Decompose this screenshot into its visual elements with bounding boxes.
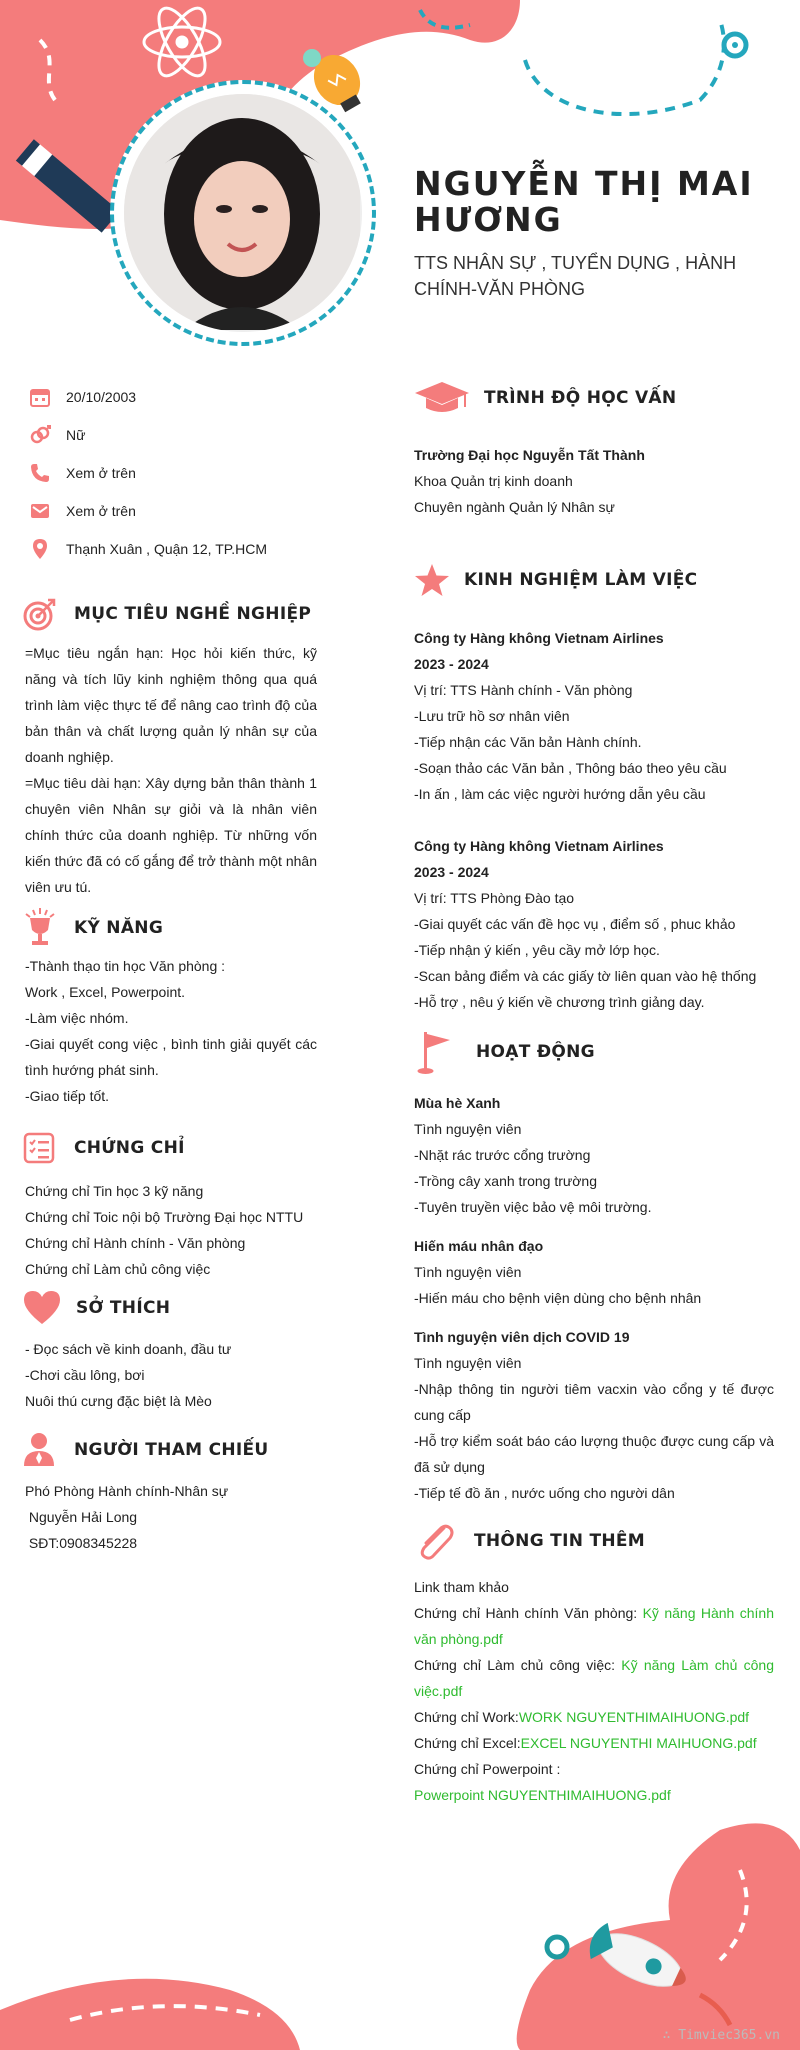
skills-list <box>25 953 317 1109</box>
hobbies-heading <box>22 1290 170 1326</box>
reference-list <box>25 1478 317 1556</box>
skill-line: -Làm việc nhóm. <box>25 1010 129 1026</box>
gender-icon <box>28 423 52 447</box>
education-major: Chuyên ngành Quản lý Nhân sự <box>414 499 615 515</box>
birthday-text: 20/10/2003 <box>66 389 137 405</box>
contact-gender <box>28 423 85 447</box>
cert-link[interactable]: Kỹ năng Hành chính văn phòng.pdf <box>414 1605 774 1647</box>
activity-1 <box>414 1090 774 1220</box>
link-label: Chứng chỉ Làm chủ công việc: <box>414 1657 622 1673</box>
phone-text: Xem ở trên <box>66 465 136 481</box>
cert-link[interactable]: EXCEL NGUYENTHI MAIHUONG.pdf <box>520 1735 757 1751</box>
email-icon <box>28 499 52 523</box>
more-info-heading <box>414 1520 645 1562</box>
more-info-body <box>414 1574 774 1808</box>
hobby-line: Nuôi thú cưng đặc biệt là Mèo <box>25 1393 212 1409</box>
hobby-line: - Đọc sách về kinh doanh, đầu tư <box>25 1341 232 1357</box>
objective-heading <box>22 596 311 632</box>
certs-title: CHỨNG CHỈ <box>74 1138 185 1158</box>
job-line: -Tiếp nhận ý kiến , yêu cầy mở lớp học. <box>414 942 660 958</box>
contact-address <box>28 537 267 561</box>
job-line: -In ấn , làm các việc người hướng dẫn yêu cầu <box>414 786 706 802</box>
person-icon <box>22 1432 56 1468</box>
trophy-icon <box>22 908 58 948</box>
activity-line: Tình nguyện viên <box>414 1264 522 1280</box>
activity-line: -Hỗ trợ kiểm soát báo cáo lượng thuộc được cung cấp và đã sử dụng <box>414 1433 774 1475</box>
reference-line: Nguyễn Hải Long <box>25 1509 138 1525</box>
activity-3 <box>414 1324 774 1506</box>
activity-line: -Nhặt rác trước cổng trường <box>414 1147 591 1163</box>
activity-name: Hiến máu nhân đạo <box>414 1238 544 1254</box>
hobbies-list <box>25 1336 317 1414</box>
contact-phone <box>28 461 136 485</box>
link-row <box>414 1704 774 1730</box>
education-heading <box>414 380 676 416</box>
profile-photo <box>124 94 362 332</box>
cert-line: Chứng chỉ Hành chính - Văn phòng <box>25 1235 246 1251</box>
watermark: ∴ Timviec365.vn <box>662 2028 780 2043</box>
more-info-title: THÔNG TIN THÊM <box>474 1531 645 1551</box>
experience-job-1 <box>414 625 774 807</box>
activity-line: -Tiếp tế đồ ăn , nước uống cho người dân <box>414 1485 675 1501</box>
hobbies-title: SỞ THÍCH <box>76 1298 171 1318</box>
cert-link[interactable]: WORK NGUYENTHIMAIHUONG.pdf <box>518 1709 750 1725</box>
experience-title: KINH NGHIỆM LÀM VIỆC <box>464 570 698 590</box>
job-line: -Lưu trữ hồ sơ nhân viên <box>414 708 570 724</box>
flag-icon <box>414 1030 454 1074</box>
activity-name: Mùa hè Xanh <box>414 1095 501 1111</box>
skills-heading <box>22 908 163 948</box>
email-text: Xem ở trên <box>66 503 136 519</box>
objective-long: =Mục tiêu dài hạn: Xây dựng bản thân thành 1 chuyên viên Nhân sự giỏi và là nhân viên chính thức của doanh nghiệp. Từ những vốn kiến thức đã có cố gắng để trở thành một nhân viên ưu tú. <box>25 775 317 895</box>
cert-link[interactable]: Kỹ năng Làm chủ công việc.pdf <box>414 1657 774 1699</box>
activity-line: Tình nguyện viên <box>414 1355 522 1371</box>
skill-line: -Giai quyết cong việc , bình tinh giải quyết các tình hướng phát sinh. <box>25 1036 317 1078</box>
candidate-name: NGUYỄN THỊ MAI HƯƠNG <box>414 164 754 239</box>
skills-title: KỸ NĂNG <box>74 918 164 938</box>
education-title: TRÌNH ĐỘ HỌC VẤN <box>484 388 677 408</box>
activity-line: -Tuyên truyền việc bảo vệ môi trường. <box>414 1199 652 1215</box>
phone-icon <box>28 461 52 485</box>
activities-title: HOẠT ĐỘNG <box>476 1042 595 1062</box>
activity-line: -Hiến máu cho bệnh viện dùng cho bệnh nhân <box>414 1290 702 1306</box>
gender-text: Nữ <box>66 427 86 443</box>
job-line: -Scan bảng điểm và các giấy tờ liên quan vào hệ thống <box>414 968 757 984</box>
contact-birthday <box>28 385 136 409</box>
activity-line: Tình nguyện viên <box>414 1121 522 1137</box>
link-label: Chứng chỉ Work: <box>414 1709 519 1725</box>
objective-title: MỤC TIÊU NGHỀ NGHIỆP <box>74 604 312 624</box>
link-row <box>414 1756 774 1782</box>
star-icon <box>414 563 450 597</box>
objective-body <box>25 640 317 900</box>
cert-line: Chứng chỉ Toic nội bộ Trường Đại học NTTU <box>25 1209 304 1225</box>
education-body <box>414 442 774 520</box>
reference-line: SĐT:0908345228 <box>25 1535 138 1551</box>
activities-heading <box>414 1030 595 1074</box>
location-pin-icon <box>28 537 52 561</box>
job-line: Vị trí: TTS Phòng Đào tạo <box>414 890 575 906</box>
target-icon <box>22 596 58 632</box>
activity-line: -Nhập thông tin người tiêm vacxin vào cổng y tế được cung cấp <box>414 1381 774 1423</box>
activity-2 <box>414 1233 774 1311</box>
calendar-icon <box>28 385 52 409</box>
job-line: -Giai quyết các vấn đề học vụ , điểm số , phuc khảo <box>414 916 736 932</box>
more-info-intro: Link tham khảo <box>414 1579 509 1595</box>
link-label: Chứng chỉ Powerpoint : <box>414 1761 561 1777</box>
checklist-icon <box>22 1131 56 1165</box>
job-period: 2023 - 2024 <box>414 864 489 880</box>
heart-icon <box>22 1290 62 1326</box>
link-label: Chứng chỉ Hành chính Văn phòng: <box>414 1605 643 1621</box>
graduation-cap-icon <box>414 380 470 416</box>
skill-line: -Thành thạo tin học Văn phòng : <box>25 958 226 974</box>
job-line: -Hỗ trợ , nêu ý kiến về chương trình giảng day. <box>414 994 705 1010</box>
candidate-title: TTS NHÂN SỰ , TUYỂN DỤNG , HÀNH CHÍNH-VĂN PHÒNG <box>414 253 737 299</box>
job-period: 2023 - 2024 <box>414 656 489 672</box>
job-line: -Tiếp nhận các Văn bản Hành chính. <box>414 734 642 750</box>
experience-heading <box>414 563 697 597</box>
link-label: Chứng chỉ Excel: <box>414 1735 521 1751</box>
skill-line: Work , Excel, Powerpoint. <box>25 984 186 1000</box>
cert-line: Chứng chỉ Tin học 3 kỹ năng <box>25 1183 204 1199</box>
job-company: Công ty Hàng không Vietnam Airlines <box>414 630 664 646</box>
address-text: Thạnh Xuân , Quận 12, TP.HCM <box>66 541 268 557</box>
profile-photo-frame <box>110 80 376 346</box>
job-line: Vị trí: TTS Hành chính - Văn phòng <box>414 682 633 698</box>
job-line: -Soạn thảo các Văn bản , Thông báo theo yêu cầu <box>414 760 727 776</box>
hobby-line: -Chơi cầu lông, bơi <box>25 1367 145 1383</box>
footer-decoration <box>0 1810 800 2050</box>
activity-name: Tình nguyện viên dịch COVID 19 <box>414 1329 630 1345</box>
objective-short: =Mục tiêu ngắn hạn: Học hỏi kiến thức, kỹ năng và tích lũy kinh nghiệm thông qua quá trình làm việc thực tế để nâng cao trình độ của bản thân và chất lượng quản lý nhân sự của doanh nghiệp. <box>25 645 317 765</box>
job-company: Công ty Hàng không Vietnam Airlines <box>414 838 664 854</box>
skill-line: -Giao tiếp tốt. <box>25 1088 110 1104</box>
certs-heading <box>22 1131 185 1165</box>
education-school: Trường Đại học Nguyễn Tất Thành <box>414 447 645 463</box>
contact-email <box>28 499 136 523</box>
reference-line: Phó Phòng Hành chính-Nhân sự <box>25 1483 229 1499</box>
certs-list <box>25 1178 317 1282</box>
reference-heading <box>22 1432 269 1468</box>
paperclip-icon <box>414 1520 456 1562</box>
reference-title: NGƯỜI THAM CHIẾU <box>74 1440 269 1460</box>
link-row <box>414 1600 774 1652</box>
activity-line: -Trồng cây xanh trong trường <box>414 1173 598 1189</box>
link-row <box>414 1730 774 1756</box>
cert-line: Chứng chỉ Làm chủ công việc <box>25 1261 211 1277</box>
experience-job-2 <box>414 833 774 1015</box>
education-faculty: Khoa Quản trị kinh doanh <box>414 473 573 489</box>
link-row <box>414 1652 774 1704</box>
cert-link[interactable]: Powerpoint NGUYENTHIMAIHUONG.pdf <box>414 1787 671 1803</box>
